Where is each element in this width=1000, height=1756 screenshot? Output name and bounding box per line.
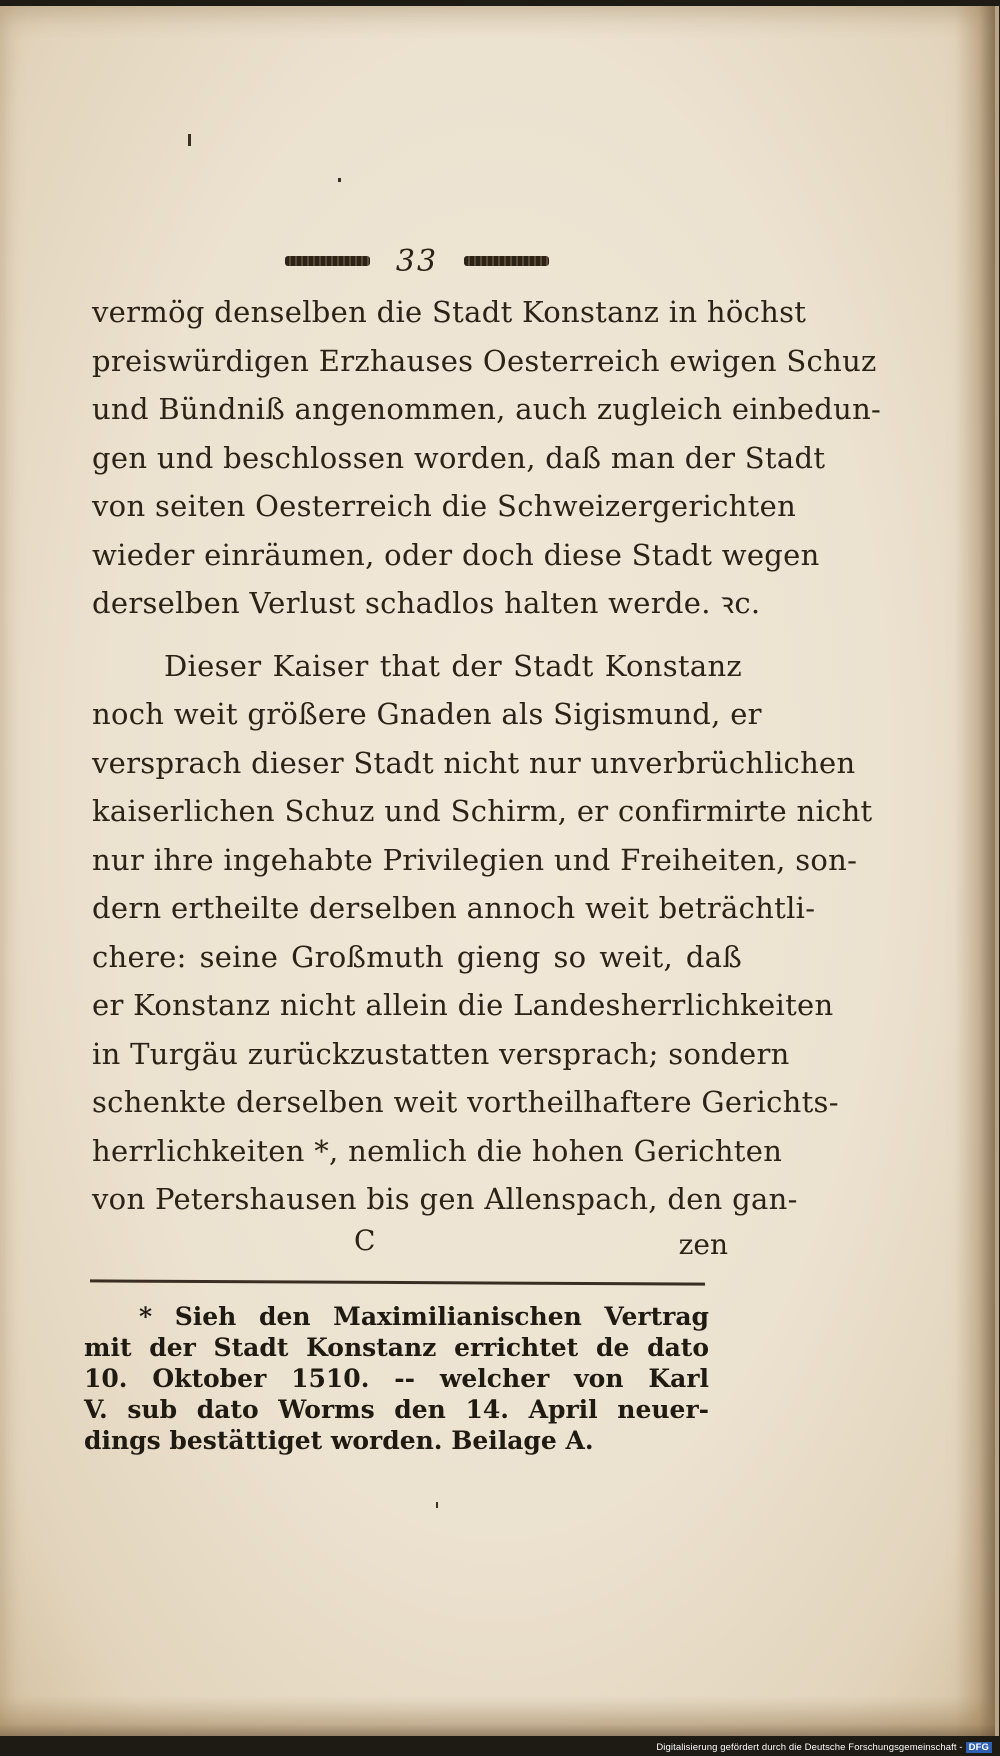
text-line: er Konstanz nicht allein die Landesherrlichkeiten: [92, 988, 834, 1022]
text-line: derselben Verlust schadlos halten werde. ꝛc.: [92, 586, 761, 620]
signature-mark: C: [354, 1223, 376, 1257]
text-line: von seiten Oesterreich die Schweizergerichten: [92, 489, 797, 523]
text-line: vermög denselben die Stadt Konstanz in höchst: [92, 295, 807, 329]
text-line: Dieser Kaiser that der Stadt Konstanz: [164, 648, 742, 683]
text-line: kaiserlichen Schuz und Schirm, er confirmirte nicht: [92, 794, 873, 828]
footnote-line: 10. Oktober 1510. -- welcher von Karl: [84, 1364, 709, 1393]
footnote-line: mit der Stadt Konstanz errichtet de dato: [84, 1333, 709, 1362]
footnote-line: dings bestättiget worden. Beilage A.: [84, 1426, 594, 1455]
dfg-logo: DFG: [966, 1742, 992, 1753]
text-line: schenkte derselben weit vortheilhaftere Gerichts-: [92, 1085, 839, 1119]
credit-text: Digitalisierung gefördert durch die Deutsche Forschungsgemeinschaft -: [656, 1742, 963, 1753]
page-edge-shadow: [955, 6, 995, 1736]
catchword: zen: [678, 1227, 728, 1261]
text-line: von Petershausen bis gen Allenspach, den gan-: [92, 1182, 798, 1216]
digitization-credit: [656, 1742, 992, 1753]
book-page: [0, 6, 999, 1736]
header-ornament-left: [285, 256, 370, 266]
text-line: preiswürdigen Erzhauses Oesterreich ewigen Schuz: [92, 343, 877, 378]
text-line: nur ihre ingehabte Privilegien und Freiheiten, son-: [92, 842, 858, 877]
text-line: dern ertheilte derselben annoch weit beträchtli-: [92, 891, 816, 925]
text-line: und Bündniß angenommen, auch zugleich einbedun-: [92, 392, 882, 426]
paragraph-gap: [92, 628, 742, 642]
footnote-line: * Sieh den Maximilianischen Vertrag: [139, 1302, 709, 1331]
text-line: chere: seine Großmuth gieng so weit, daß: [92, 939, 742, 974]
ink-speck: [188, 134, 191, 146]
page-bottom-shadow: [0, 1696, 995, 1736]
text-line: herrlichkeiten *, nemlich die hohen Gerichten: [92, 1133, 783, 1168]
text-line: noch weit größere Gnaden als Sigismund, er: [92, 697, 762, 731]
signature-row: [92, 1224, 742, 1268]
text-line: wieder einräumen, oder doch diese Stadt wegen: [92, 537, 820, 572]
header-ornament-right: [464, 256, 549, 266]
text-line: gen und beschlossen worden, daß man der Stadt: [92, 440, 826, 475]
footnote-line: V. sub dato Worms den 14. April neuer-: [84, 1395, 709, 1424]
text-line: versprach dieser Stadt nicht nur unverbrüchlichen: [92, 745, 856, 780]
ink-speck: [436, 1502, 438, 1508]
paragraph-2: [92, 642, 873, 1224]
page-text: [92, 242, 882, 1268]
page-number: 33: [395, 243, 439, 279]
footnote-rule: [90, 1279, 705, 1285]
text-line: in Turgäu zurückzustatten versprach; sondern: [92, 1036, 790, 1071]
page-header: [92, 242, 742, 288]
paragraph-1: [92, 288, 882, 628]
ink-speck: [338, 178, 341, 182]
footnote: [84, 1301, 709, 1456]
